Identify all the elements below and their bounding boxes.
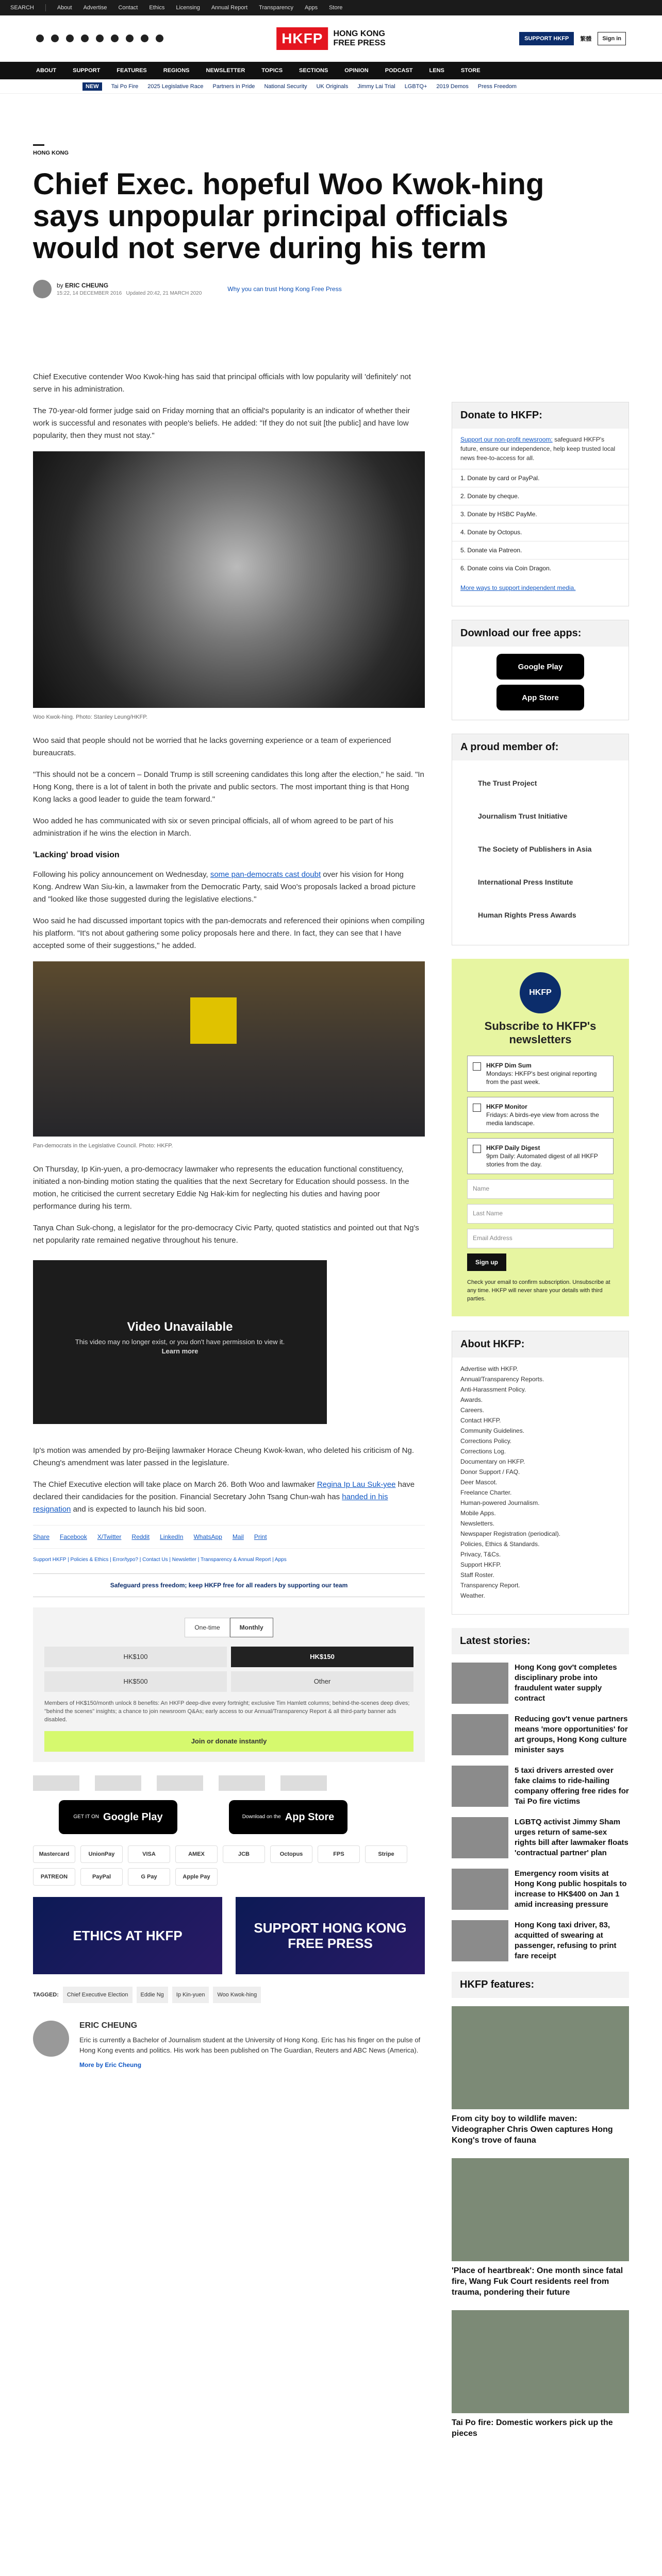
resignation-link[interactable]: handed in his resignation: [33, 1493, 388, 1514]
newsletter-title: Subscribe to HKFP's newsletters: [484, 1020, 597, 1046]
feature-image: [452, 2158, 629, 2261]
sidebar-google-play[interactable]: Google Play: [496, 654, 584, 680]
about-link[interactable]: Newspaper Registration (periodical).: [460, 1530, 561, 1537]
video-title: Video Unavailable: [127, 1320, 233, 1334]
video-embed[interactable]: [33, 1260, 327, 1424]
story-item[interactable]: [452, 1714, 629, 1755]
donate-option[interactable]: 4. Donate by Octopus.: [452, 523, 628, 541]
trending-link[interactable]: National Security: [264, 83, 307, 90]
feature-item[interactable]: [452, 2006, 629, 2146]
about-link[interactable]: Staff Roster.: [460, 1571, 494, 1579]
main-nav: [0, 62, 662, 79]
amount-150[interactable]: HK$150: [231, 1647, 413, 1667]
paragraph: Woo added he has communicated with six or seven principal officials, all of whom agreed to be part of his administration if he wins the election in March.: [33, 817, 393, 838]
features-panel: [452, 1972, 629, 2439]
about-link[interactable]: Weather.: [460, 1592, 485, 1599]
donate-option[interactable]: 1. Donate by card or PayPal.: [452, 469, 628, 487]
paragraph: Following his policy announcement on Wednesday, some pan-democrats cast doubt over his vision for Hong Kong. Andrew Wan Siu-kin, a lawmaker from the Democratic Party, said Woo's proposals lacked a broad picture and "looked like those suggested during the legislative elections.": [33, 870, 416, 904]
donate-panel: [452, 402, 629, 606]
nav-store[interactable]: STORE: [460, 67, 481, 74]
hkfp-badge: HKFP: [520, 972, 561, 1013]
donate-text: safeguard HKFP's future, ensure our independence, help keep trusted local news free-to-access for all.: [460, 436, 616, 462]
story-thumbnail: [452, 1920, 508, 1961]
story-item[interactable]: [452, 1869, 629, 1910]
regina-ip-link[interactable]: Regina Ip Lau Suk-yee: [317, 1480, 396, 1489]
newsletter-signup: [452, 959, 629, 1316]
about-link[interactable]: Anti-Harassment Policy.: [460, 1386, 526, 1393]
tag[interactable]: Woo Kwok-hing: [213, 1987, 261, 2003]
name-field[interactable]: Name: [467, 1179, 614, 1199]
story-title[interactable]: Reducing gov't venue partners means 'more opportunities' for art groups, Hong Kong culture minister says: [515, 1715, 628, 1754]
mastercard-icon: Mastercard: [33, 1845, 75, 1863]
member-trust-project[interactable]: The Trust Project: [478, 779, 537, 787]
tag-list: [33, 1987, 425, 2003]
about-link[interactable]: Privacy, T&Cs.: [460, 1551, 501, 1558]
amount-other[interactable]: Other: [231, 1671, 413, 1692]
section-label[interactable]: HONG KONG: [33, 150, 69, 156]
story-item[interactable]: [452, 1920, 629, 1961]
about-list: [452, 1358, 628, 1607]
tag[interactable]: Chief Executive Election: [63, 1987, 133, 2003]
photo-caption: Woo Kwok-hing. Photo: Stanley Leung/HKFP.: [33, 714, 148, 720]
newsletter-option[interactable]: HKFP Daily Digest 9pm Daily: Automated digest of all HKFP stories from the day.: [467, 1138, 614, 1174]
feature-image: [452, 2310, 629, 2413]
about-link[interactable]: Community Guidelines.: [460, 1427, 525, 1434]
checkbox[interactable]: [473, 1104, 481, 1112]
about-link[interactable]: Donor Support / FAQ.: [460, 1468, 520, 1476]
story-thumbnail: [452, 1869, 508, 1910]
author-box-name[interactable]: ERIC CHEUNG: [79, 2021, 138, 2030]
email-field[interactable]: Email Address: [467, 1229, 614, 1248]
paragraph: On Thursday, Ip Kin-yuen, a pro-democracy lawmaker who represents the education functional constituency, initiated a non-binding motion stating the qualities that the next Secretary for Education should possess. In the motion, he criticised the current secretary Eddie Ng Hak-kim for neglecting his duties and having poor performance during his term.: [33, 1165, 409, 1211]
checkbox[interactable]: [473, 1145, 481, 1153]
facebook-icon[interactable]: [36, 35, 44, 42]
story-thumbnail: [452, 1817, 508, 1858]
payment-methods: [33, 1845, 425, 1886]
octopus-icon: Octopus: [270, 1845, 312, 1863]
trust-link[interactable]: Why you can trust Hong Kong Free Press: [227, 285, 342, 293]
more-by-author-link[interactable]: More by Eric Cheung: [79, 2061, 142, 2069]
more-ways-link[interactable]: More ways to support independent media.: [460, 584, 576, 591]
frequency-toggle: [44, 1618, 413, 1637]
topbar-apps[interactable]: Apps: [305, 5, 318, 11]
topbar-contact[interactable]: Contact: [118, 5, 138, 11]
about-link[interactable]: Deer Mascot.: [460, 1479, 498, 1486]
logo-mark: HKFP: [276, 27, 328, 50]
feature-title[interactable]: From city boy to wildlife maven: Videographer Chris Owen captures Hong Kong's trove of fauna: [452, 2114, 613, 2145]
app-store-badge[interactable]: Download on the App Store: [229, 1800, 347, 1834]
nav-features[interactable]: FEATURES: [117, 67, 147, 74]
newsletter-option[interactable]: HKFP Monitor Fridays: A birds-eye view from across the media landscape.: [467, 1097, 614, 1133]
visa-icon: VISA: [128, 1845, 170, 1863]
ethics-promo[interactable]: ETHICS AT HKFP: [33, 1897, 222, 1974]
feature-title[interactable]: Tai Po fire: Domestic workers pick up the pieces: [452, 2418, 613, 2438]
story-item[interactable]: [452, 1817, 629, 1858]
promo-banners: [33, 1897, 425, 1974]
share-whatsapp[interactable]: WhatsApp: [193, 1533, 222, 1540]
jti-logo: [95, 1775, 141, 1791]
nav-opinion[interactable]: OPINION: [344, 67, 369, 74]
paragraph: Ip's motion was amended by pro-Beijing lawmaker Horace Cheung Kwok-kwan, who deleted his criticism of Ng. Cheung's amendment was later passed in the legislature.: [33, 1446, 415, 1467]
nav-regions[interactable]: REGIONS: [163, 67, 190, 74]
last-name-field[interactable]: Last Name: [467, 1204, 614, 1224]
trending-link[interactable]: LGBTQ+: [404, 83, 427, 90]
trending-link[interactable]: 2025 Legislative Race: [147, 83, 204, 90]
about-panel: [452, 1331, 629, 1615]
sopa-logo: [157, 1775, 203, 1791]
trust-project-logo: [33, 1775, 79, 1791]
newsletter-note: Check your email to confirm subscription. Unsubscribe at any time. HKFP will never share your details with third parties.: [467, 1279, 610, 1302]
author-name[interactable]: ERIC CHEUNG: [65, 282, 109, 289]
share-reddit[interactable]: Reddit: [131, 1533, 150, 1540]
nav-podcast[interactable]: PODCAST: [385, 67, 413, 74]
instagram-icon[interactable]: [66, 35, 74, 42]
support-button[interactable]: SUPPORT HKFP: [519, 32, 574, 45]
donate-option[interactable]: 2. Donate by cheque.: [452, 487, 628, 505]
story-title[interactable]: Emergency room visits at Hong Kong public hospitals to increase to HK$400 on Jan 1 amid increasing pressure: [515, 1869, 627, 1909]
sign-up-button[interactable]: Sign up: [467, 1253, 506, 1271]
support-banner[interactable]: Safeguard press freedom; keep HKFP free for all readers by supporting our team: [33, 1573, 425, 1597]
nav-lens[interactable]: LENS: [429, 67, 444, 74]
topbar-transparency[interactable]: Transparency: [259, 5, 293, 11]
divider: [45, 4, 46, 11]
woo-photo: [33, 451, 425, 708]
about-link[interactable]: Advertise with HKFP.: [460, 1365, 518, 1372]
paragraph: Tanya Chan Suk-chong, a legislator for the pro-democracy Civic Party, quoted statistics and pointed out that Ng's net popularity rate remained negative throughout his tenure.: [33, 1224, 419, 1245]
donate-button[interactable]: Join or donate instantly: [44, 1731, 413, 1752]
newsletter-option[interactable]: HKFP Dim Sum Mondays: HKFP's best original reporting from the past week.: [467, 1056, 614, 1092]
trending-link[interactable]: 2019 Demos: [436, 83, 469, 90]
app-store-badges: [33, 1800, 425, 1834]
unionpay-icon: UnionPay: [80, 1845, 123, 1863]
about-link[interactable]: Transparency Report.: [460, 1582, 520, 1589]
paragraph: Woo said he had discussed important topics with the pan-democrats and referenced their opinions when compiling his platform. "It's not about gathering some policy proposals here and there. In fact, they can see that I have accepted some of their suggestions," he added.: [33, 917, 425, 950]
membership-note: Members of HK$150/month unlock 8 benefits: An HKFP deep-dive every fortnight; exclusive Tim Hamlett columns; behind-the-scenes deep dives; "behind the scenes" insights; a chance to join newsroom Q&As; early access to our Annual/Transparency Report & all third-party banner ads disabled.: [44, 1700, 410, 1723]
member-jti[interactable]: Journalism Trust Initiative: [478, 812, 568, 820]
share-twitter[interactable]: X/Twitter: [97, 1533, 122, 1540]
stripe-icon: Stripe: [365, 1845, 407, 1863]
member-ipi[interactable]: International Press Institute: [478, 878, 573, 886]
about-link[interactable]: Support HKFP.: [460, 1561, 502, 1568]
about-link[interactable]: Contact HKFP.: [460, 1417, 501, 1424]
hrpa-logo: [280, 1775, 327, 1791]
about-link[interactable]: Corrections Log.: [460, 1448, 506, 1455]
author-box: [33, 2021, 425, 2070]
language-switch[interactable]: 繁體: [580, 36, 592, 42]
social-icons: [36, 35, 163, 42]
share-print[interactable]: Print: [254, 1533, 267, 1540]
amount-500[interactable]: HK$500: [44, 1671, 227, 1692]
member-hrpa[interactable]: Human Rights Press Awards: [478, 911, 576, 919]
trending-link[interactable]: Jimmy Lai Trial: [357, 83, 395, 90]
topbar-advertise[interactable]: Advertise: [83, 5, 107, 11]
paragraph: Woo said that people should not be worried that he lacks governing experience or a team of experienced bureaucrats.: [33, 736, 391, 757]
member-logos: [33, 1775, 425, 1791]
author-photo: [33, 2021, 69, 2057]
updated-date: Updated 20:42, 21 MARCH 2020: [126, 291, 202, 296]
apple-pay-icon: Apple Pay: [175, 1868, 218, 1886]
search-link[interactable]: SEARCH: [10, 5, 34, 11]
author-bio: Eric is currently a Bachelor of Journalism student at the University of Hong Kong. Eric has his finger on the pulse of Hong Kong events and politics. His work has been published on The Guardian, Reuters and ABC News (America).: [79, 2036, 421, 2054]
tag[interactable]: Ip Kin-yuen: [172, 1987, 209, 2003]
monthly-option[interactable]: Monthly: [230, 1618, 273, 1637]
about-link[interactable]: Documentary on HKFP.: [460, 1458, 525, 1465]
tags-label: TAGGED:: [33, 1992, 59, 1998]
story-title[interactable]: Hong Kong gov't completes disciplinary probe into fraudulent water supply contract: [515, 1663, 617, 1703]
checkbox[interactable]: [473, 1062, 481, 1071]
member-sopa[interactable]: The Society of Publishers in Asia: [478, 845, 592, 853]
trending-link[interactable]: UK Originals: [316, 83, 349, 90]
donation-widget: [33, 1607, 425, 1762]
pan-democrats-link[interactable]: some pan-democrats cast doubt: [210, 870, 321, 879]
mastodon-icon[interactable]: [156, 35, 163, 42]
about-link[interactable]: Newsletters.: [460, 1520, 495, 1527]
story-item[interactable]: [452, 1766, 629, 1807]
photo-caption: Pan-democrats in the Legislative Council. Photo: HKFP.: [33, 1143, 173, 1149]
paragraph: The 70-year-old former judge said on Friday morning that an official's popularity is an indicator of whether their work is successful and resonates with people's beliefs. He added: "If they do not suit [the public] and have low popularity, then they must not stay.": [33, 406, 410, 440]
amount-options: [44, 1647, 413, 1692]
paypal-icon: PayPal: [80, 1868, 123, 1886]
donate-heading: Donate to HKFP:: [452, 402, 628, 429]
trending-link[interactable]: Tai Po Fire: [111, 83, 139, 90]
donate-option[interactable]: 3. Donate by HSBC PayMe.: [452, 505, 628, 523]
donate-option[interactable]: 6. Donate coins via Coin Dragon.: [452, 559, 628, 577]
article-header: [33, 144, 629, 298]
author-avatar: [33, 280, 52, 298]
share-mail[interactable]: Mail: [232, 1533, 244, 1540]
byline: [33, 280, 629, 298]
share-label: Share: [33, 1533, 50, 1540]
about-link[interactable]: Corrections Policy.: [460, 1437, 512, 1445]
nav-about[interactable]: ABOUT: [36, 67, 57, 74]
ipi-logo: [219, 1775, 265, 1791]
trending-link[interactable]: Partners in Pride: [212, 83, 255, 90]
new-badge: NEW: [82, 82, 102, 91]
sidebar: [452, 402, 629, 2451]
emblem: [190, 997, 237, 1044]
site-logo[interactable]: [276, 27, 386, 50]
by-label: by: [57, 282, 63, 289]
about-link[interactable]: Freelance Charter.: [460, 1489, 512, 1496]
feature-title[interactable]: 'Place of heartbreak': One month since fatal fire, Wang Fuk Court residents reel from trauma, pondering their future: [452, 2266, 623, 2297]
features-heading: HKFP features:: [452, 1972, 629, 1998]
topbar-about[interactable]: About: [57, 5, 72, 11]
nav-support[interactable]: SUPPORT: [73, 67, 101, 74]
story-thumbnail: [452, 1714, 508, 1755]
trending-link[interactable]: Press Freedom: [477, 83, 517, 90]
kicker-rule: [33, 144, 44, 146]
share-linkedin[interactable]: LinkedIn: [160, 1533, 184, 1540]
top-bar: [0, 0, 662, 15]
linkedin-icon[interactable]: [111, 35, 119, 42]
nav-sections[interactable]: SECTIONS: [299, 67, 328, 74]
logo-text: HONG KONG FREE PRESS: [333, 29, 386, 47]
telegram-icon[interactable]: [96, 35, 104, 42]
topbar-licensing[interactable]: Licensing: [176, 5, 200, 11]
about-link[interactable]: Human-powered Journalism.: [460, 1499, 540, 1506]
patreon-icon: PATREON: [33, 1868, 75, 1886]
about-link[interactable]: Careers.: [460, 1406, 485, 1414]
story-thumbnail: [452, 1663, 508, 1704]
learn-more-link[interactable]: Learn more: [161, 1347, 198, 1355]
bluesky-icon[interactable]: [141, 35, 148, 42]
video-message: This video may no longer exist, or you don't have permission to view it.: [75, 1338, 285, 1346]
member-heading: A proud member of:: [452, 734, 628, 760]
feature-image: [452, 2006, 629, 2109]
article-body: [33, 371, 425, 2070]
sidebar-app-store[interactable]: App Store: [496, 685, 584, 710]
feature-item[interactable]: [452, 2158, 629, 2298]
one-time-option[interactable]: One-time: [185, 1618, 229, 1637]
topbar-ethics[interactable]: Ethics: [149, 5, 165, 11]
feature-item[interactable]: [452, 2310, 629, 2439]
subheading: 'Lacking' broad vision: [33, 851, 120, 859]
sign-in-button[interactable]: Sign in: [598, 32, 626, 45]
about-link[interactable]: Awards.: [460, 1396, 483, 1403]
about-link[interactable]: Mobile Apps.: [460, 1510, 496, 1517]
nav-newsletter[interactable]: NEWSLETTER: [206, 67, 245, 74]
about-heading: About HKFP:: [452, 1331, 628, 1358]
amex-icon: AMEX: [175, 1845, 218, 1863]
about-link[interactable]: Annual/Transparency Reports.: [460, 1376, 544, 1383]
tag[interactable]: Eddie Ng: [137, 1987, 168, 2003]
nav-topics[interactable]: TOPICS: [261, 67, 283, 74]
latest-stories: [452, 1628, 629, 1961]
donate-option[interactable]: 5. Donate via Patreon.: [452, 541, 628, 559]
paragraph: "This should not be a concern – Donald Trump is still screening candidates this long after the election," he said. "In Hong Kong, there is a lot of talent in both the private and public sectors. The most important thing is that Hong Kong lacks a good leader to guide the team forward.": [33, 770, 424, 804]
topbar-store[interactable]: Store: [329, 5, 343, 11]
masthead: [0, 15, 662, 62]
apps-panel: [452, 620, 629, 720]
apps-heading: Download our free apps:: [452, 620, 628, 647]
latest-heading: Latest stories:: [452, 1628, 629, 1654]
policy-links[interactable]: Support HKFP | Policies & Ethics | Error/typo? | Contact Us | Newsletter | Transparency & Annual Report | Apps: [33, 1557, 287, 1563]
twitter-icon[interactable]: [51, 35, 59, 42]
youtube-icon[interactable]: [81, 35, 89, 42]
topbar-annual-report[interactable]: Annual Report: [211, 5, 248, 11]
member-panel: [452, 734, 629, 945]
story-item[interactable]: [452, 1663, 629, 1704]
google-pay-icon: G Pay: [128, 1868, 170, 1886]
legco-photo: [33, 961, 425, 1137]
google-play-badge[interactable]: GET IT ON Google Play: [59, 1800, 177, 1834]
trending-bar: [0, 79, 662, 94]
share-facebook[interactable]: Facebook: [60, 1533, 87, 1540]
share-bar: [33, 1525, 425, 1549]
threads-icon[interactable]: [126, 35, 134, 42]
amount-100[interactable]: HK$100: [44, 1647, 227, 1667]
paragraph: Chief Executive contender Woo Kwok-hing has said that principal officials with low popularity will 'definitely' not serve in his administration.: [33, 372, 411, 394]
jcb-icon: JCB: [223, 1845, 265, 1863]
paragraph: The Chief Executive election will take place on March 26. Both Woo and lawmaker Regina Ip Lau Suk-yee have declared their candidacies for the position. Financial Secretary John Tsang Chun-wah has handed in his resignation and is expected to launch his bid soon.: [33, 1480, 415, 1514]
support-promo[interactable]: SUPPORT HONG KONG FREE PRESS: [236, 1897, 425, 1974]
publish-date: 15:22, 14 DECEMBER 2016: [57, 291, 122, 296]
story-title[interactable]: Hong Kong taxi driver, 83, acquitted of swearing at passenger, refusing to print fare receipt: [515, 1921, 617, 1960]
fps-icon: FPS: [318, 1845, 360, 1863]
story-title[interactable]: 5 taxi drivers arrested over fake claims to ride-hailing company offering free rides for Tai Po fire victims: [515, 1766, 629, 1806]
story-title[interactable]: LGBTQ activist Jimmy Sham urges return of same-sex rights bill after lawmaker floats 'contractual partner' plan: [515, 1818, 628, 1857]
about-link[interactable]: Policies, Ethics & Standards.: [460, 1540, 540, 1548]
article-title: Chief Exec. hopeful Woo Kwok-hing says unpopular principal officials would not serve during his term: [33, 167, 544, 265]
story-thumbnail: [452, 1766, 508, 1807]
nonprofit-link[interactable]: Support our non-profit newsroom:: [460, 436, 553, 443]
